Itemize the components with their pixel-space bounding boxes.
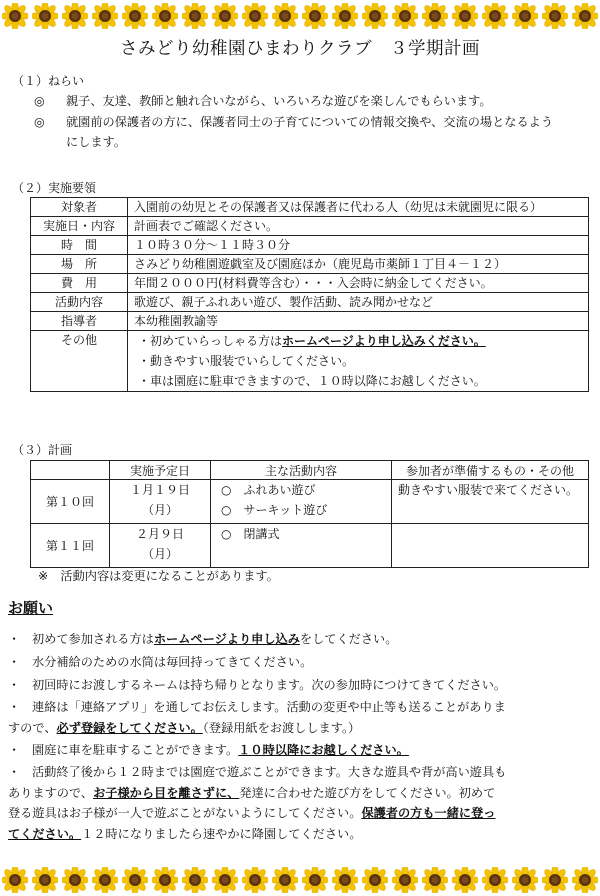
activity-item: ○ ふれあい遊び [221, 483, 316, 497]
request-emphasis: お子様から目を離さずに、 [93, 785, 240, 800]
bullet: ・ [8, 700, 21, 714]
request-text: 登る遊具はお子様が一人で遊ぶことがないようにしてください。 [8, 806, 362, 821]
sunflower-icon [182, 867, 208, 893]
bullet: ・ [8, 765, 21, 779]
aims-text-2b: にします。 [66, 135, 126, 149]
other-text: ・初めていらっしゃる方は [138, 334, 283, 348]
sunflower-icon [512, 3, 538, 29]
request-text: １２時になりましたら速やかに降園してください。 [81, 826, 362, 841]
table-value: 計画表でご確認ください。 [128, 217, 589, 236]
requests-heading: お願い [8, 599, 54, 617]
sunflower-icon [302, 867, 328, 893]
plan-table [30, 460, 589, 568]
table-value [128, 331, 589, 392]
request-text: 初めて参加される方は [32, 632, 154, 646]
aims-bullet-2: ◎ [34, 115, 45, 129]
sunflower-icon [362, 867, 388, 893]
session-date [110, 480, 211, 524]
sunflower-icon [362, 3, 388, 29]
table-row [31, 293, 589, 312]
other-text: ・車は園庭に駐車できますので、１０時以降にお越しください。 [138, 374, 486, 388]
sunflower-icon [452, 3, 478, 29]
request-emphasis: 保護者の方も一緒に登っ [361, 806, 496, 821]
activity-item: ○ サーキット遊び [221, 503, 328, 517]
sunflower-icon [422, 3, 448, 29]
table-key: 場 所 [31, 255, 128, 274]
table-key: 費 用 [31, 274, 128, 293]
aims-text-2a: 就園前の保護者の方に、保護者同士の子育てについての情報交換や、交流の場となるよう [66, 115, 554, 129]
sunflower-icon [2, 867, 28, 893]
table-value: 入園前の幼児とその保護者又は保護者に代わる人（幼児は未就園児に限る） [128, 198, 589, 217]
table-key: 実施日・内容 [31, 217, 128, 236]
table-value: １０時３０分～１１時３０分 [128, 236, 589, 255]
sunflower-icon [92, 867, 118, 893]
aims-text-1: 親子、友達、教師と触れ合いながら、いろいろな遊びを楽しんでもらいます。 [66, 94, 492, 108]
sunflower-icon [32, 867, 58, 893]
request-emphasis: てください。 [8, 826, 82, 841]
sunflower-icon [572, 3, 598, 29]
table-value: 本幼稚園教諭等 [128, 312, 589, 331]
request-text: 発達に合わせた遊び方をしてください。初めて [239, 785, 496, 800]
session-date [110, 524, 211, 568]
sunflower-icon [212, 867, 238, 893]
date-weekday: （月） [141, 547, 178, 561]
date-day: ２月９日 [135, 527, 184, 541]
request-item [8, 740, 594, 761]
request-item [8, 675, 594, 696]
aims-bullet-1: ◎ [34, 94, 45, 108]
bullet: ・ [8, 678, 21, 692]
session-prep: 動きやすい服装で来てください。 [392, 480, 589, 524]
request-emphasis: 必ず登録をしてください。 [56, 720, 203, 735]
request-text: ありますので、 [8, 785, 94, 800]
sunflower-icon [122, 867, 148, 893]
request-text: すので、 [8, 720, 57, 735]
request-text: （登録用紙をお渡しします。） [202, 720, 361, 735]
request-text: 園庭に車を駐車することができます。 [32, 743, 239, 757]
sunflower-icon [152, 3, 178, 29]
other-text: ・動きやすい服装でいらしてください。 [138, 354, 355, 368]
request-text: 水分補給のための水筒は毎回持ってきてください。 [32, 655, 313, 669]
request-item [8, 697, 594, 738]
section-guidelines-heading: （２）実施要領 [12, 181, 97, 195]
sunflower-icon [62, 867, 88, 893]
session-number: 第１１回 [31, 524, 110, 568]
table-row [31, 236, 589, 255]
section-plan-heading: （３）計画 [12, 443, 73, 457]
table-header: 実施予定日 [110, 461, 211, 480]
sunflower-icon [32, 3, 58, 29]
session-activities [211, 480, 392, 524]
sunflower-icon [152, 867, 178, 893]
sunflower-icon [482, 3, 508, 29]
table-row [31, 331, 589, 392]
table-value: さみどり幼稚園遊戯室及び園庭ほか（鹿児島市薬師１丁目４－１２） [128, 255, 589, 274]
sunflower-icon [302, 3, 328, 29]
request-text: をしてください。 [299, 632, 398, 646]
page-title: さみどり幼稚園ひまわりクラブ ３学期計画 [120, 39, 480, 59]
bullet: ・ [8, 632, 21, 646]
table-key: 活動内容 [31, 293, 128, 312]
sunflower-icon [542, 3, 568, 29]
sunflower-icon [422, 867, 448, 893]
sunflower-icon [392, 867, 418, 893]
table-key: 時 間 [31, 236, 128, 255]
table-value: 年間２０００円(材料費等含む）・・・入会時に納金してください。 [128, 274, 589, 293]
table-row [31, 274, 589, 293]
table-row [31, 198, 589, 217]
table-row [31, 255, 589, 274]
table-row [31, 217, 589, 236]
homepage-signup-link[interactable]: ホームページより申し込みください。 [282, 334, 486, 348]
bullet: ・ [8, 743, 21, 757]
request-item [8, 762, 594, 844]
sunflower-border-bottom [0, 864, 600, 896]
sunflower-icon [452, 867, 478, 893]
sunflower-icon [542, 867, 568, 893]
sunflower-icon [92, 3, 118, 29]
table-row [31, 480, 589, 524]
table-header: 主な活動内容 [211, 461, 392, 480]
table-row [31, 312, 589, 331]
session-number: 第１０回 [31, 480, 110, 524]
plan-note: ※ 活動内容は変更になることがあります。 [38, 569, 279, 583]
session-prep [392, 524, 589, 568]
sunflower-icon [272, 867, 298, 893]
sunflower-border-top [0, 0, 600, 32]
request-text: 連絡は「連絡アプリ」を通してお伝えします。活動の変更や中止等も送ることがありま [32, 700, 506, 714]
table-header-row [31, 461, 589, 480]
table-value: 歌遊び、親子ふれあい遊び、製作活動、読み聞かせなど [128, 293, 589, 312]
request-text: 活動終了後から１２時までは園庭で遊ぶことができます。大きな遊具や背が高い遊具も [32, 765, 507, 779]
table-header: 参加者が準備するもの・その他 [392, 461, 589, 480]
request-item [8, 652, 594, 673]
table-header-blank [31, 461, 110, 480]
sunflower-icon [242, 867, 268, 893]
activity-item: ○ 閉講式 [221, 527, 280, 541]
date-weekday: （月） [141, 503, 178, 517]
table-key: 対象者 [31, 198, 128, 217]
bullet: ・ [8, 655, 21, 669]
sunflower-icon [512, 867, 538, 893]
sunflower-icon [212, 3, 238, 29]
homepage-signup-link[interactable]: ホームページより申し込み [153, 632, 300, 646]
request-text: 初回時にお渡しするネームは持ち帰りとなります。次の参加時につけてきてください。 [32, 678, 507, 692]
table-row [31, 524, 589, 568]
sunflower-icon [332, 867, 358, 893]
request-item [8, 629, 594, 650]
sunflower-icon [392, 3, 418, 29]
sunflower-icon [2, 3, 28, 29]
session-activities [211, 524, 392, 568]
section-aims-heading: （１）ねらい [12, 74, 85, 88]
request-emphasis: １０時以降にお越しください。 [238, 743, 409, 757]
table-key: その他 [31, 331, 128, 392]
sunflower-icon [242, 3, 268, 29]
guidelines-table [30, 197, 589, 392]
sunflower-icon [272, 3, 298, 29]
sunflower-icon [332, 3, 358, 29]
table-key: 指導者 [31, 312, 128, 331]
sunflower-icon [572, 867, 598, 893]
sunflower-icon [182, 3, 208, 29]
sunflower-icon [122, 3, 148, 29]
sunflower-icon [62, 3, 88, 29]
date-day: １月１９日 [129, 483, 190, 497]
sunflower-icon [482, 867, 508, 893]
